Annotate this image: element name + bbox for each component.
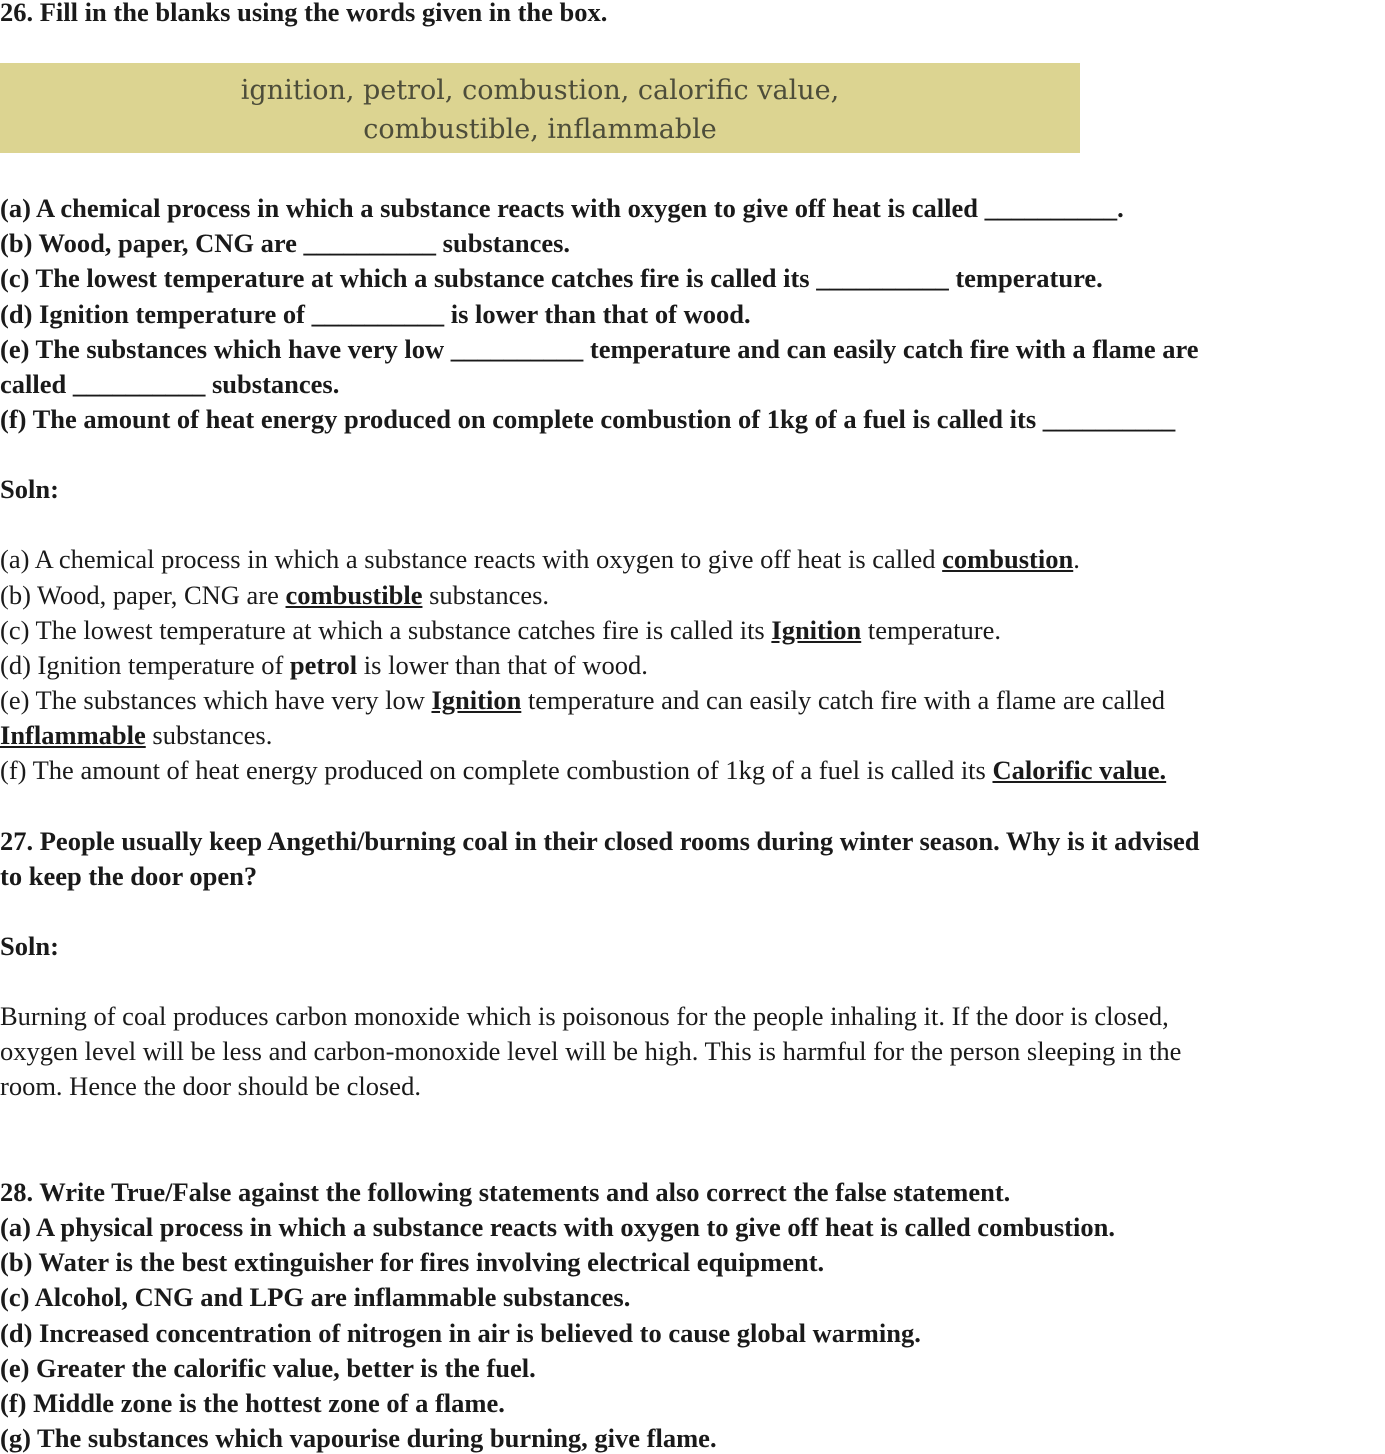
q27-answer-line-1: Burning of coal produces carbon monoxide which is poisonous for the people inhaling it. If the door is closed,: [0, 1001, 1169, 1031]
q26-question-f: (f) The amount of heat energy produced on complete combustion of 1kg of a fuel is called its __________: [0, 404, 1176, 434]
answer-word: Calorific value.: [992, 755, 1167, 785]
answer-text: .: [1073, 544, 1080, 574]
q26-question-b: (b) Wood, paper, CNG are __________ substances.: [0, 228, 571, 258]
answer-text: is lower than that of wood.: [357, 650, 648, 680]
answer-text: (b) Wood, paper, CNG are: [0, 580, 286, 610]
q27-heading-line-2: to keep the door open?: [0, 861, 258, 891]
q26-answer-f: [0, 754, 1166, 786]
q26-answer-e-line-2: [0, 719, 272, 751]
q28-statement-f: (f) Middle zone is the hottest zone of a flame.: [0, 1388, 505, 1418]
answer-text: substances.: [422, 580, 550, 610]
q28-statement-e: (e) Greater the calorific value, better is the fuel.: [0, 1353, 536, 1383]
q28-heading: 28. Write True/False against the following statements and also correct the false statement.: [0, 1177, 1011, 1207]
q26-answer-a: [0, 543, 1080, 575]
q26-question-e-line-2: called __________ substances.: [0, 369, 340, 399]
answer-text: (f) The amount of heat energy produced on complete combustion of 1kg of a fuel is called its: [0, 755, 993, 785]
q26-heading: 26. Fill in the blanks using the words given in the box.: [0, 0, 608, 27]
q26-soln-label: Soln:: [0, 474, 59, 504]
answer-text: temperature.: [861, 615, 1002, 645]
answer-word: combustion: [942, 544, 1074, 574]
q26-question-a: (a) A chemical process in which a substance reacts with oxygen to give off heat is called __________.: [0, 193, 1124, 223]
answer-text: (c) The lowest temperature at which a substance catches fire is called its: [0, 615, 772, 645]
q26-answer-c: [0, 614, 1001, 646]
answer-word: combustible: [285, 580, 423, 610]
answer-word: petrol: [289, 650, 358, 680]
q28-statement-g: (g) The substances which vapourise during burning, give flame.: [0, 1423, 717, 1453]
q26-answer-b: [0, 579, 549, 611]
word-box-line-1: ignition, petrol, combustion, calorific value,: [240, 75, 840, 106]
answer-text: (d) Ignition temperature of: [0, 650, 290, 680]
answer-text: (a) A chemical process in which a substance reacts with oxygen to give off heat is called: [0, 544, 943, 574]
q26-answer-d: [0, 649, 648, 681]
q26-answer-e-line-1: [0, 684, 1165, 716]
q28-statement-d: (d) Increased concentration of nitrogen in air is believed to cause global warming.: [0, 1318, 921, 1348]
q27-soln-label: Soln:: [0, 931, 59, 961]
answer-text: substances.: [145, 720, 273, 750]
q27-answer-line-3: room. Hence the door should be closed.: [0, 1071, 421, 1101]
q26-question-c: (c) The lowest temperature at which a substance catches fire is called its __________ temperature.: [0, 263, 1103, 293]
q28-statement-c: (c) Alcohol, CNG and LPG are inflammable substances.: [0, 1282, 631, 1312]
q26-question-d: (d) Ignition temperature of __________ is lower than that of wood.: [0, 299, 751, 329]
q28-statement-b: (b) Water is the best extinguisher for fires involving electrical equipment.: [0, 1247, 825, 1277]
word-box: [0, 63, 1080, 153]
answer-word: Ignition: [771, 615, 862, 645]
answer-text: (e) The substances which have very low: [0, 685, 432, 715]
answer-text: temperature and can easily catch fire with a flame are called: [521, 685, 1166, 715]
q27-heading-line-1: 27. People usually keep Angethi/burning coal in their closed rooms during winter season. Why is it advised: [0, 826, 1200, 856]
word-box-line-2: combustible, inflammable: [363, 114, 717, 145]
q28-statement-a: (a) A physical process in which a substance reacts with oxygen to give off heat is called combustion.: [0, 1212, 1115, 1242]
answer-word: Inflammable: [0, 720, 146, 750]
answer-word: Ignition: [431, 685, 522, 715]
q27-answer-line-2: oxygen level will be less and carbon-monoxide level will be high. This is harmful for the person sleeping in the: [0, 1036, 1182, 1066]
q26-question-e-line-1: (e) The substances which have very low __________ temperature and can easily catch fire with a flame are: [0, 334, 1199, 364]
